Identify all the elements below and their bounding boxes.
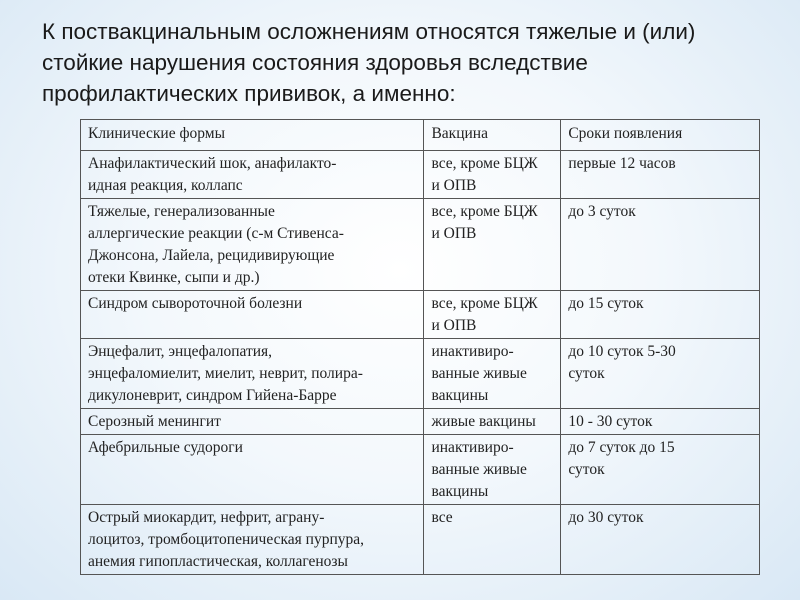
table-row: [81, 199, 760, 291]
cell-vaccine: все, кроме БЦЖ и ОПВ: [424, 151, 561, 199]
table-row: [81, 291, 760, 339]
header-clinical-forms: Клинические формы: [81, 120, 424, 151]
header-onset: Сроки появления: [561, 120, 760, 151]
cell-onset: до 15 суток: [561, 291, 760, 339]
complications-table: [80, 119, 760, 575]
table-row: [81, 435, 760, 505]
cell-onset: до 10 суток 5-30 суток: [561, 339, 760, 409]
table-row: [81, 505, 760, 575]
cell-vaccine: все, кроме БЦЖ и ОПВ: [424, 291, 561, 339]
cell-form: Тяжелые, генерализованные аллергические реакции (с-м Стивенса- Джонсона, Лайела, рецидивирующие отеки Квинке, сыпи и др.): [81, 199, 424, 291]
cell-onset: до 3 суток: [561, 199, 760, 291]
table-header-row: [81, 120, 760, 151]
table-row: [81, 339, 760, 409]
cell-form: Афебрильные судороги: [81, 435, 424, 505]
slide-title: К поствакцинальным осложнениям относятся тяжелые и (или) стойкие нарушения состояния здоровья вследствие профилактических прививок, а именно:: [42, 19, 696, 106]
cell-onset: до 30 суток: [561, 505, 760, 575]
table-row: [81, 151, 760, 199]
cell-form: Острый миокардит, нефрит, аграну- лоцитоз, тромбоцитопеническая пурпура, анемия гипопластическая, коллагенозы: [81, 505, 424, 575]
cell-onset: до 7 суток до 15 суток: [561, 435, 760, 505]
cell-onset: первые 12 часов: [561, 151, 760, 199]
cell-vaccine: инактивиро- ванные живые вакцины: [424, 435, 561, 505]
cell-onset: 10 - 30 суток: [561, 409, 760, 435]
cell-form: Синдром сывороточной болезни: [81, 291, 424, 339]
cell-form: Анафилактический шок, анафилакто- идная реакция, коллапс: [81, 151, 424, 199]
cell-vaccine: живые вакцины: [424, 409, 561, 435]
cell-form: Энцефалит, энцефалопатия, энцефаломиелит, миелит, неврит, полира- дикулоневрит, синдром Гийена-Барре: [81, 339, 424, 409]
cell-vaccine: все, кроме БЦЖ и ОПВ: [424, 199, 561, 291]
cell-vaccine: инактивиро- ванные живые вакцины: [424, 339, 561, 409]
cell-vaccine: все: [424, 505, 561, 575]
complications-table-container: [80, 119, 760, 575]
table-row: [81, 409, 760, 435]
cell-form: Серозный менингит: [81, 409, 424, 435]
header-vaccine: Вакцина: [424, 120, 561, 151]
